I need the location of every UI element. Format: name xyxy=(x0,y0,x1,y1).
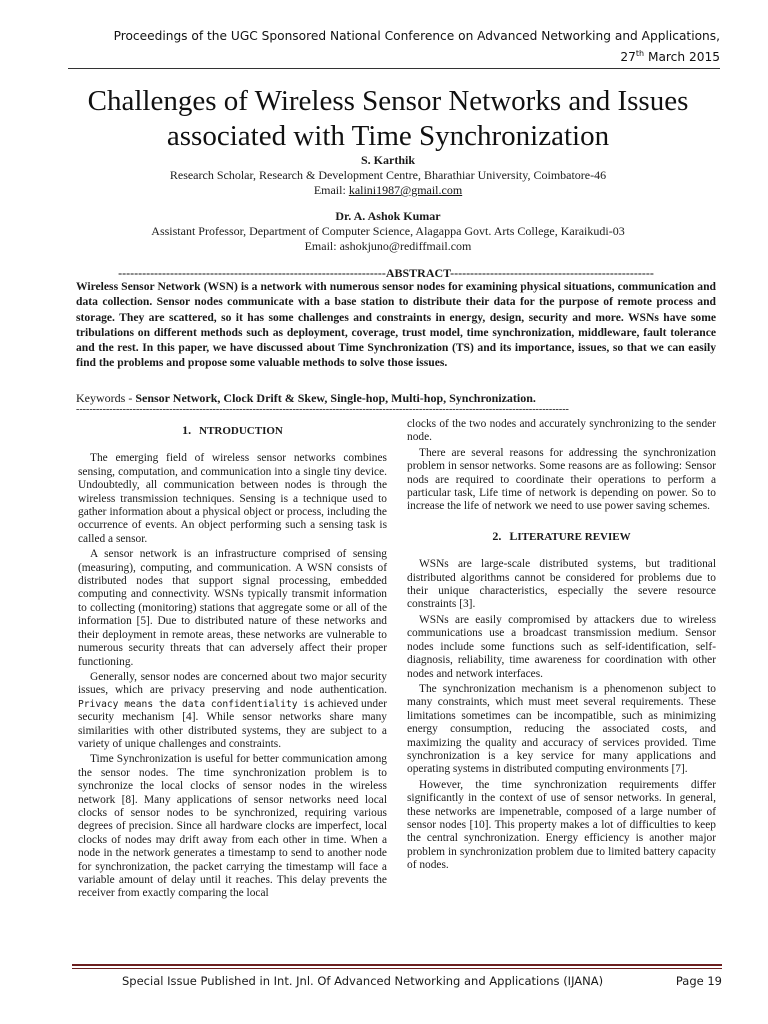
email-label: Email: xyxy=(304,239,340,253)
paragraph: The emerging field of wireless sensor networks combines sensing, computation, and communication into a single tiny device. Undoubtedly, all communication between nodes is through the wireless transmission techniques. Sensing is a technique used to gather information about a physical object or process, including the occurrence of events. An object performing such a sensing task is called a sensor. xyxy=(78,452,387,545)
date-suffix: th xyxy=(635,49,645,58)
keywords-value: Sensor Network, Clock Drift & Skew, Single-hop, Multi-hop, Synchronization. xyxy=(135,391,536,405)
author-affiliation: Assistant Professor, Department of Computer Science, Alagappa Govt. Arts College, Karaikudi-03 xyxy=(151,224,625,238)
section-heading-literature-review xyxy=(407,530,716,544)
text-run-mono: Privacy means the data confidentiality is xyxy=(78,698,315,710)
paragraph xyxy=(78,671,387,751)
footer-divider xyxy=(72,964,722,966)
header-divider xyxy=(68,68,720,69)
conference-date xyxy=(80,45,720,66)
author-email-line xyxy=(60,183,716,198)
paragraph: Time Synchronization is useful for better communication among the sensor nodes. The time synchronization problem is to synchronize the local clocks of sensor nodes in the wireless network [8]. Many applications of sensor networks need local clocks of sensor nodes to be synchronized, requiring various degrees of precision. Since all hardware clocks are imperfect, local clocks of nodes may drift away from each other in time. When a node in the network generates a timestamp to send to another node for synchronization, the packet carrying the timestamp will face a variable amount of delay until it reaches. This delay prevents the receiver from exactly comparing the local xyxy=(78,753,387,900)
section-title: NTRODUCTION xyxy=(199,425,283,437)
right-column xyxy=(407,418,716,875)
abstract-separator: -------------------------------------------------------------------ABSTRACT--------------------------------------------------- xyxy=(118,266,654,280)
paragraph: WSNs are large-scale distributed systems, but traditional distributed algorithms cannot be considered for problems due to their unique characteristics, especially the severe resource constraints [3]. xyxy=(407,558,716,611)
left-column xyxy=(78,418,387,903)
section-number: 1. xyxy=(182,423,192,437)
author-name: S. Karthik xyxy=(360,153,415,167)
footer-divider-thin xyxy=(72,968,722,969)
keywords-rule: ---------------------------------------------------------------------------------------------------------------------------------------------------- xyxy=(76,404,569,415)
paragraph: There are several reasons for addressing the synchronization problem in sensor networks. Some reasons are as following: Sensor nods are required to coordinate their operations to perform a particular task, Life time of network is depending on power. So to increase the life of network we need to use power saving schemes. xyxy=(407,446,716,513)
date-rest: March 2015 xyxy=(644,50,720,65)
email-label: Email: xyxy=(313,183,349,197)
section-title-cap: L xyxy=(509,528,518,543)
author-email-line xyxy=(60,239,716,254)
author-block-2 xyxy=(60,209,716,254)
paragraph: However, the time synchronization requirements differ significantly in the context of use of sensor networks. In general, these networks are impenetrable, composed of a large number of sensor nodes [10]. This property makes a lot of difficulties to keep the central synchronization. Energy efficiency is another major problem in synchronization problem due to limited battery capacity of nodes. xyxy=(407,778,716,872)
paragraph: A sensor network is an infrastructure comprised of sensing (measuring), computing, and communication. A WSN consists of distributed nodes that support signal processing, embedded computing and connectivity. WSNs typically transmit information to collecting (monitoring) stations that aggregate some or all of the information [5]. Due to distributed nature of these networks and their deployment in remote areas, these networks are vulnerable to numerous security threats that can adversely affect their proper functioning. xyxy=(78,548,387,668)
paper-title: Challenges of Wireless Sensor Networks and Issues associated with Time Synchronization xyxy=(87,85,689,152)
section-number: 2. xyxy=(492,528,502,543)
paragraph: WSNs are easily compromised by attackers due to wireless communications use a broadcast transmission medium. Sensor nodes include some functions such as self-identification, self-diagnosis, reliability, time awareness for coordination with other nodes and network interfaces. xyxy=(407,613,716,680)
author-affiliation: Research Scholar, Research & Development Centre, Bharathiar University, Coimbatore-46 xyxy=(169,168,607,182)
section-heading-introduction xyxy=(78,424,387,438)
paragraph: The synchronization mechanism is a phenomenon subject to many constraints, which must meet several requirements. These limitations sometimes can be incompatible, such as minimizing energy consumption, reducing the associated costs, and maximizing the quality and accuracy of services provided. Time synchronization is a key service for many applications and operating systems in distributed computing environments [7]. xyxy=(407,682,716,776)
conference-name: Proceedings of the UGC Sponsored National Conference on Advanced Networking and Applications, xyxy=(113,29,720,43)
author-name: Dr. A. Ashok Kumar xyxy=(335,209,441,223)
abstract-text: Wireless Sensor Network (WSN) is a network with numerous sensor nodes for examining physical situations, communication and data collection. Sensor nodes communicate with a base station to distribute their data for the purpose of remote process and storage. They are scattered, so it has some challenges and constraints in energy, design, security and more. WSNs have some tribulations on different methods such as deployment, coverage, trust model, time synchronization, middleware, fault tolerance and the rest. In this paper, we have discussed about Time Synchronization (TS) and its importance, issues, so that we can easily find the problems and propose some valuable methods to solve those issues. xyxy=(76,280,716,370)
text-run: Generally, sensor nodes are concerned about two major security issues, which are privacy preserving and node authentication. xyxy=(78,670,387,697)
page-number: Page 19 xyxy=(675,974,722,988)
author-block-1 xyxy=(60,153,716,198)
text-run: achieved under security mechanism [4]. While sensor networks share many similarities with other distributed systems, they are subject to a variety of unique challenges and constraints. xyxy=(78,697,387,750)
section-title: ITERATURE REVIEW xyxy=(517,530,631,543)
author-email[interactable]: ashokjuno@rediffmail.com xyxy=(339,239,472,253)
keywords-label: Keywords - xyxy=(76,391,136,405)
paragraph: clocks of the two nodes and accurately synchronizing to the sender node. xyxy=(407,418,716,444)
author-email-link[interactable]: kalini1987@gmail.com xyxy=(348,183,463,197)
conference-header xyxy=(80,28,720,66)
date-day: 27 xyxy=(620,50,636,65)
footer-journal: Special Issue Published in Int. Jnl. Of Advanced Networking and Applications (IJANA) xyxy=(122,974,604,988)
